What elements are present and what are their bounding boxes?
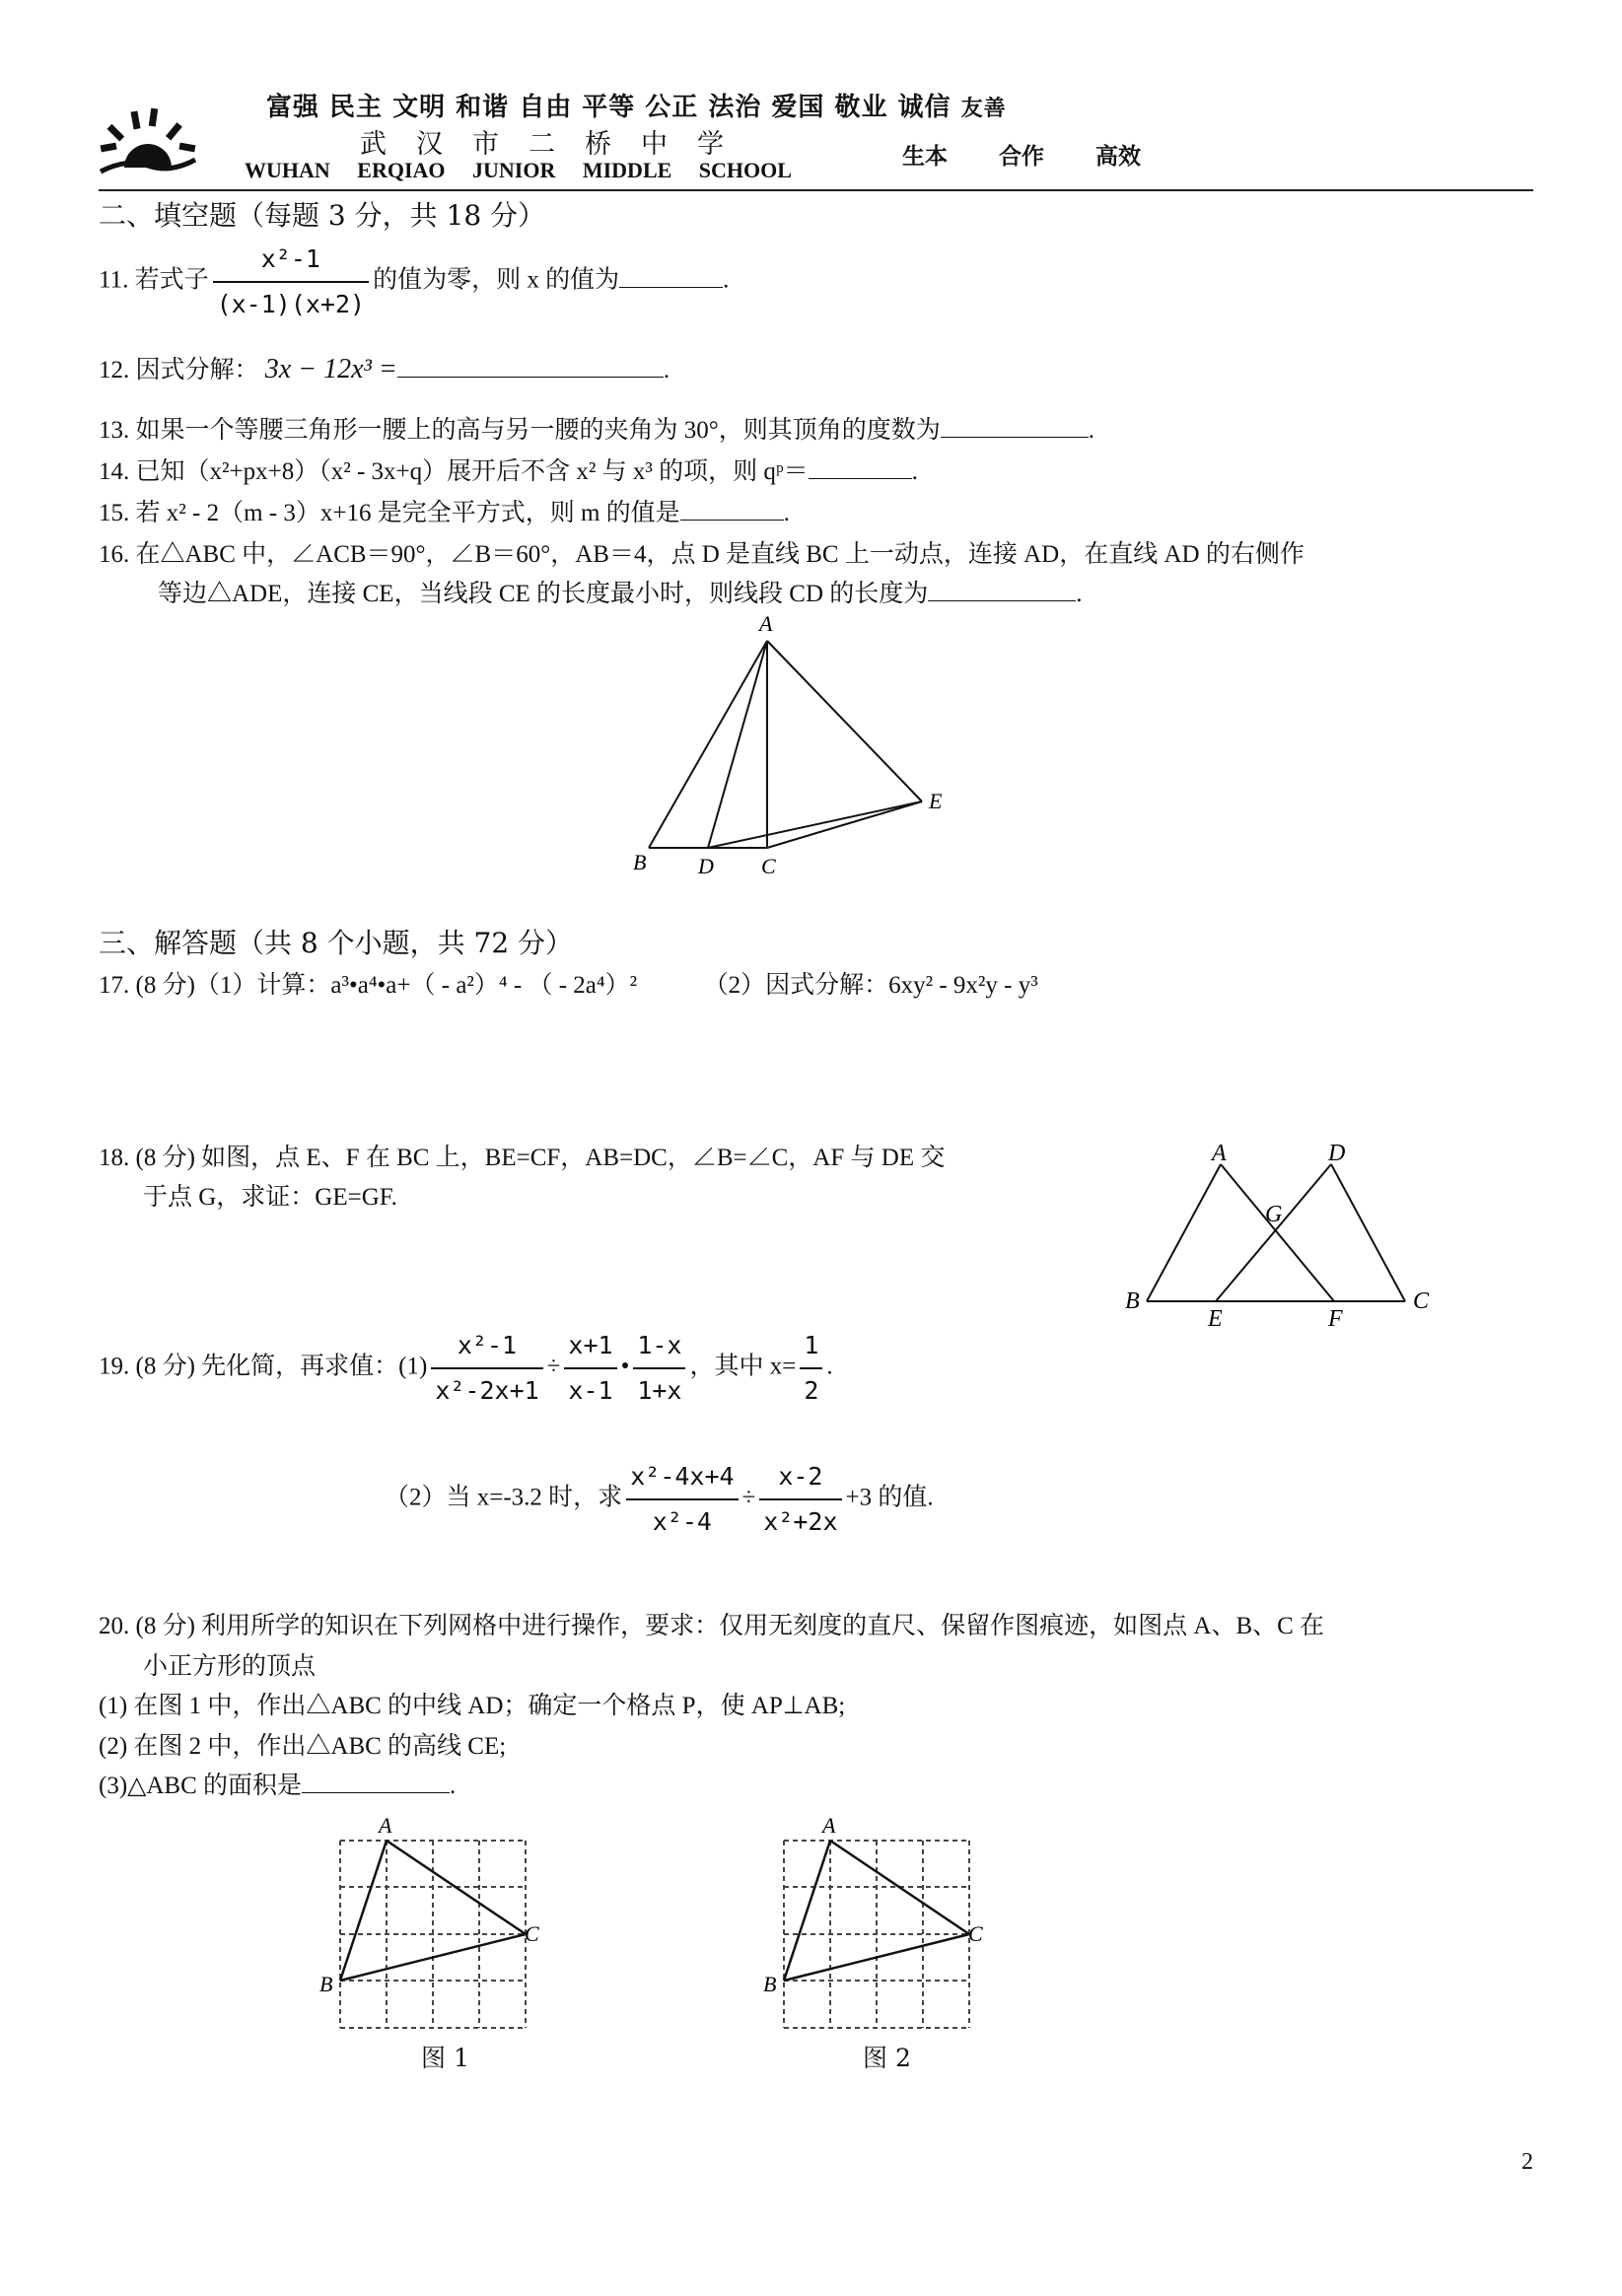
- grid-figure-1: [316, 1809, 542, 2046]
- header-divider: [99, 189, 1533, 191]
- question-11: 11. 若式子 $\frac{\text{x²-1}}{(x-1)(x+2)}$ 的值为零，则 x 的值为 .: [99, 240, 729, 324]
- header-motto: 富强 民主 文明 和谐 自由 平等 公正 法治 爱国 敬业 诚信 友善: [266, 93, 1007, 122]
- question-14: 14. 已知（x²+px+8）（x² - 3x+q）展开后不含 x² 与 x³ 的项，则 qᵖ＝ .: [99, 458, 918, 485]
- school-name-en: WUHAN ERQIAO JUNIOR MIDDLE SCHOOL: [245, 158, 792, 182]
- answer-blank[interactable]: [941, 436, 1089, 438]
- label-d: D: [1328, 1141, 1346, 1166]
- page-number: 2: [1521, 2149, 1533, 2175]
- label-c: C: [525, 1921, 539, 1946]
- label-c: C: [761, 854, 776, 878]
- motto2-item: 高效: [1095, 143, 1141, 170]
- segment-ce: [767, 801, 922, 848]
- segment-de: [708, 801, 922, 848]
- q19-fraction-5: $\frac{x-2}{\text{x²+2x}}$: [759, 1457, 841, 1542]
- segment-ad: [708, 641, 767, 848]
- answer-blank[interactable]: [680, 519, 784, 521]
- answer-blank[interactable]: [302, 1791, 450, 1793]
- label-b: B: [319, 1972, 333, 1996]
- label-a: A: [1212, 1141, 1227, 1166]
- q19-x-value: $\frac{1}{2}$: [800, 1326, 822, 1411]
- segment-ae: [767, 641, 922, 801]
- figure-2-caption: 图 2: [863, 2044, 911, 2072]
- question-20: 20. (8 分) 利用所学的知识在下列网格中进行操作，要求：仅用无刻度的直尺、保留作图痕迹，如图点 A、B、C 在 小正方形的顶点 (1) 在图 1 中，作出△ABC 的中线 AD；确定一个格点 P，使 AP⊥AB; (2) 在图 2 中，作出△ABC 的高线 CE; (3)△ABC 的面积是 .: [99, 1613, 1325, 1799]
- label-a: A: [759, 611, 773, 636]
- segment-dc: [1331, 1164, 1405, 1301]
- q19-fraction-3: $\frac{1-x}{1+x}$: [633, 1326, 685, 1411]
- segment-ab: [340, 1841, 387, 1981]
- q19-fraction-1: $\frac{\text{x²-1}}{\text{x²-2x+1}}$: [431, 1326, 542, 1411]
- figure-1-caption: 图 1: [421, 2044, 469, 2072]
- segment-ab: [784, 1841, 830, 1981]
- label-a: A: [379, 1813, 392, 1838]
- section2-title: 二、填空题（每题 3 分，共 18 分）: [99, 199, 546, 232]
- question-12: 12. 因式分解： 3x − 12x³ = .: [99, 354, 670, 384]
- motto2-item: 合作: [999, 143, 1044, 170]
- q19-fraction-2: $\frac{x+1}{x-1}$: [564, 1326, 616, 1411]
- label-e: E: [1208, 1306, 1223, 1332]
- answer-blank[interactable]: [397, 376, 664, 378]
- motto2-item: 生本: [902, 143, 948, 170]
- label-b: B: [1125, 1288, 1140, 1314]
- segment-ab: [1147, 1164, 1221, 1301]
- question-19-part2: （2）当 x=-3.2 时，求 $\frac{\text{x²-4x+4}}{\text{x²-4}}$ ÷ $\frac{x-2}{\text{x²+2x}}$ +3 的值.: [385, 1457, 934, 1542]
- question-13: 13. 如果一个等腰三角形一腰上的高与另一腰的夹角为 30°，则其顶角的度数为 .: [99, 417, 1095, 444]
- q11-fraction: $\frac{\text{x²-1}}{(x-1)(x+2)}$: [213, 240, 370, 324]
- figure-q16: [621, 611, 956, 887]
- label-c: C: [1413, 1288, 1430, 1314]
- section3-title: 三、解答题（共 8 个小题，共 72 分）: [99, 927, 574, 959]
- label-b: B: [763, 1972, 777, 1996]
- label-b: B: [633, 850, 647, 874]
- segment-de: [1216, 1164, 1331, 1301]
- label-d: D: [698, 854, 714, 878]
- grid-figure-2: [759, 1809, 986, 2046]
- question-17: 17. (8 分)（1）计算：a³•a⁴•a+（ - a²）⁴ - （ - 2a⁴）² （2）因式分解：6xy² - 9x²y - y³: [99, 972, 1038, 999]
- question-15: 15. 若 x² - 2（m - 3）x+16 是完全平方式，则 m 的值是 .: [99, 500, 790, 526]
- school-logo: [99, 106, 197, 177]
- question-18: 18. (8 分) 如图，点 E、F 在 BC 上，BE=CF，AB=DC，∠B=∠C，AF 与 DE 交 于点 G，求证：GE=GF.: [99, 1145, 946, 1211]
- label-a: A: [822, 1813, 836, 1838]
- header-motto2: [902, 138, 1192, 171]
- label-e: E: [929, 789, 943, 813]
- segment-ab: [649, 641, 767, 848]
- label-f: F: [1328, 1306, 1343, 1332]
- label-g: G: [1265, 1202, 1283, 1227]
- figure-q18: [1109, 1139, 1445, 1346]
- q19-fraction-4: $\frac{\text{x²-4x+4}}{\text{x²-4}}$: [626, 1457, 738, 1542]
- label-c: C: [968, 1921, 983, 1946]
- question-16: 16. 在△ABC 中，∠ACB＝90°，∠B＝60°，AB＝4，点 D 是直线 BC 上一动点，连接 AD，在直线 AD 的右侧作 等边△ADE，连接 CE，当线段 CE 的长度最小时，则线段 CD 的长度为 .: [99, 541, 1305, 607]
- answer-blank[interactable]: [928, 599, 1076, 601]
- answer-blank[interactable]: [619, 286, 723, 288]
- answer-blank[interactable]: [809, 477, 912, 479]
- school-name-cn: 武汉市二桥中学: [360, 129, 753, 160]
- segment-af: [1221, 1164, 1334, 1301]
- question-19-part1: 19. (8 分) 先化简，再求值：(1) $\frac{\text{x²-1}}{\text{x²-2x+1}}$ ÷ $\frac{x+1}{x-1}$ • $\frac{1-x}{1+x}$ ，其中 x= $\frac{1}{2}$ .: [99, 1326, 833, 1411]
